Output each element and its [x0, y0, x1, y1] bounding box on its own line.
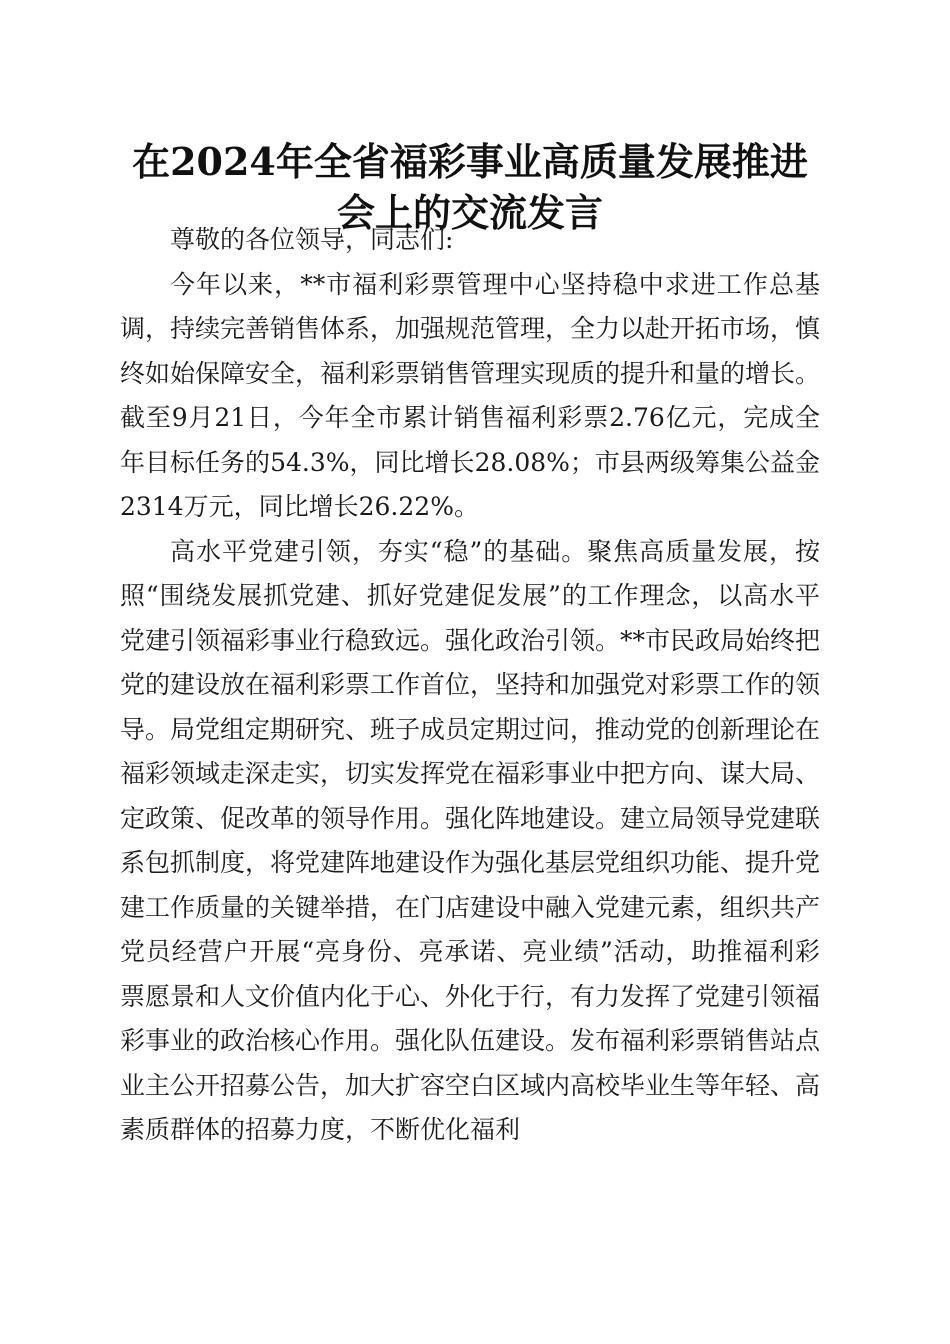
paragraph-2: 高水平党建引领，夯实“稳”的基础。聚焦高质量发展，按照“围绕发展抓党建、抓好党建促发展”的工作理念，以高水平党建引领福彩事业行稳致远。强化政治引领。**市民政局始终把党的建设放在福利彩票工作首位，坚持和加强党对彩票工作的领导。局党组定期研究、班子成员定期过问，推动党的创新理论在福彩领域走深走实，切实发挥党在福彩事业中把方向、谋大局、定政策、促改革的领导作用。强化阵地建设。建立局领导党建联系包抓制度，将党建阵地建设作为强化基层党组织功能、提升党建工作质量的关键举措，在门店建设中融入党建元素，组织共产党员经营户开展“亮身份、亮承诺、亮业绩”活动，助推福利彩票愿景和人文价值内化于心、外化于行，有力发挥了党建引领福彩事业的政治核心作用。强化队伍建设。发布福利彩票销售站点业主公开招募公告，加大扩容空白区域内高校毕业生等年轻、高素质群体的招募力度，不断优化福利	[120, 536, 821, 1144]
document-body	[120, 218, 820, 1153]
document-title: 在2024年全省福彩事业高质量发展推进会上的交流发言	[132, 139, 808, 235]
salutation: 尊敬的各位领导，同志们:	[170, 225, 454, 254]
paragraph-1: 今年以来，**市福利彩票管理中心坚持稳中求进工作总基调，持续完善销售体系，加强规范管理，全力以赴开拓市场，慎终如始保障安全，福利彩票销售管理实现质的提升和量的增长。截至9月21日，今年全市累计销售福利彩票2.76亿元，完成全年目标任务的54.3%，同比增长28.08%；市县两级筹集公益金2314万元，同比增长26.22%。	[120, 269, 821, 521]
